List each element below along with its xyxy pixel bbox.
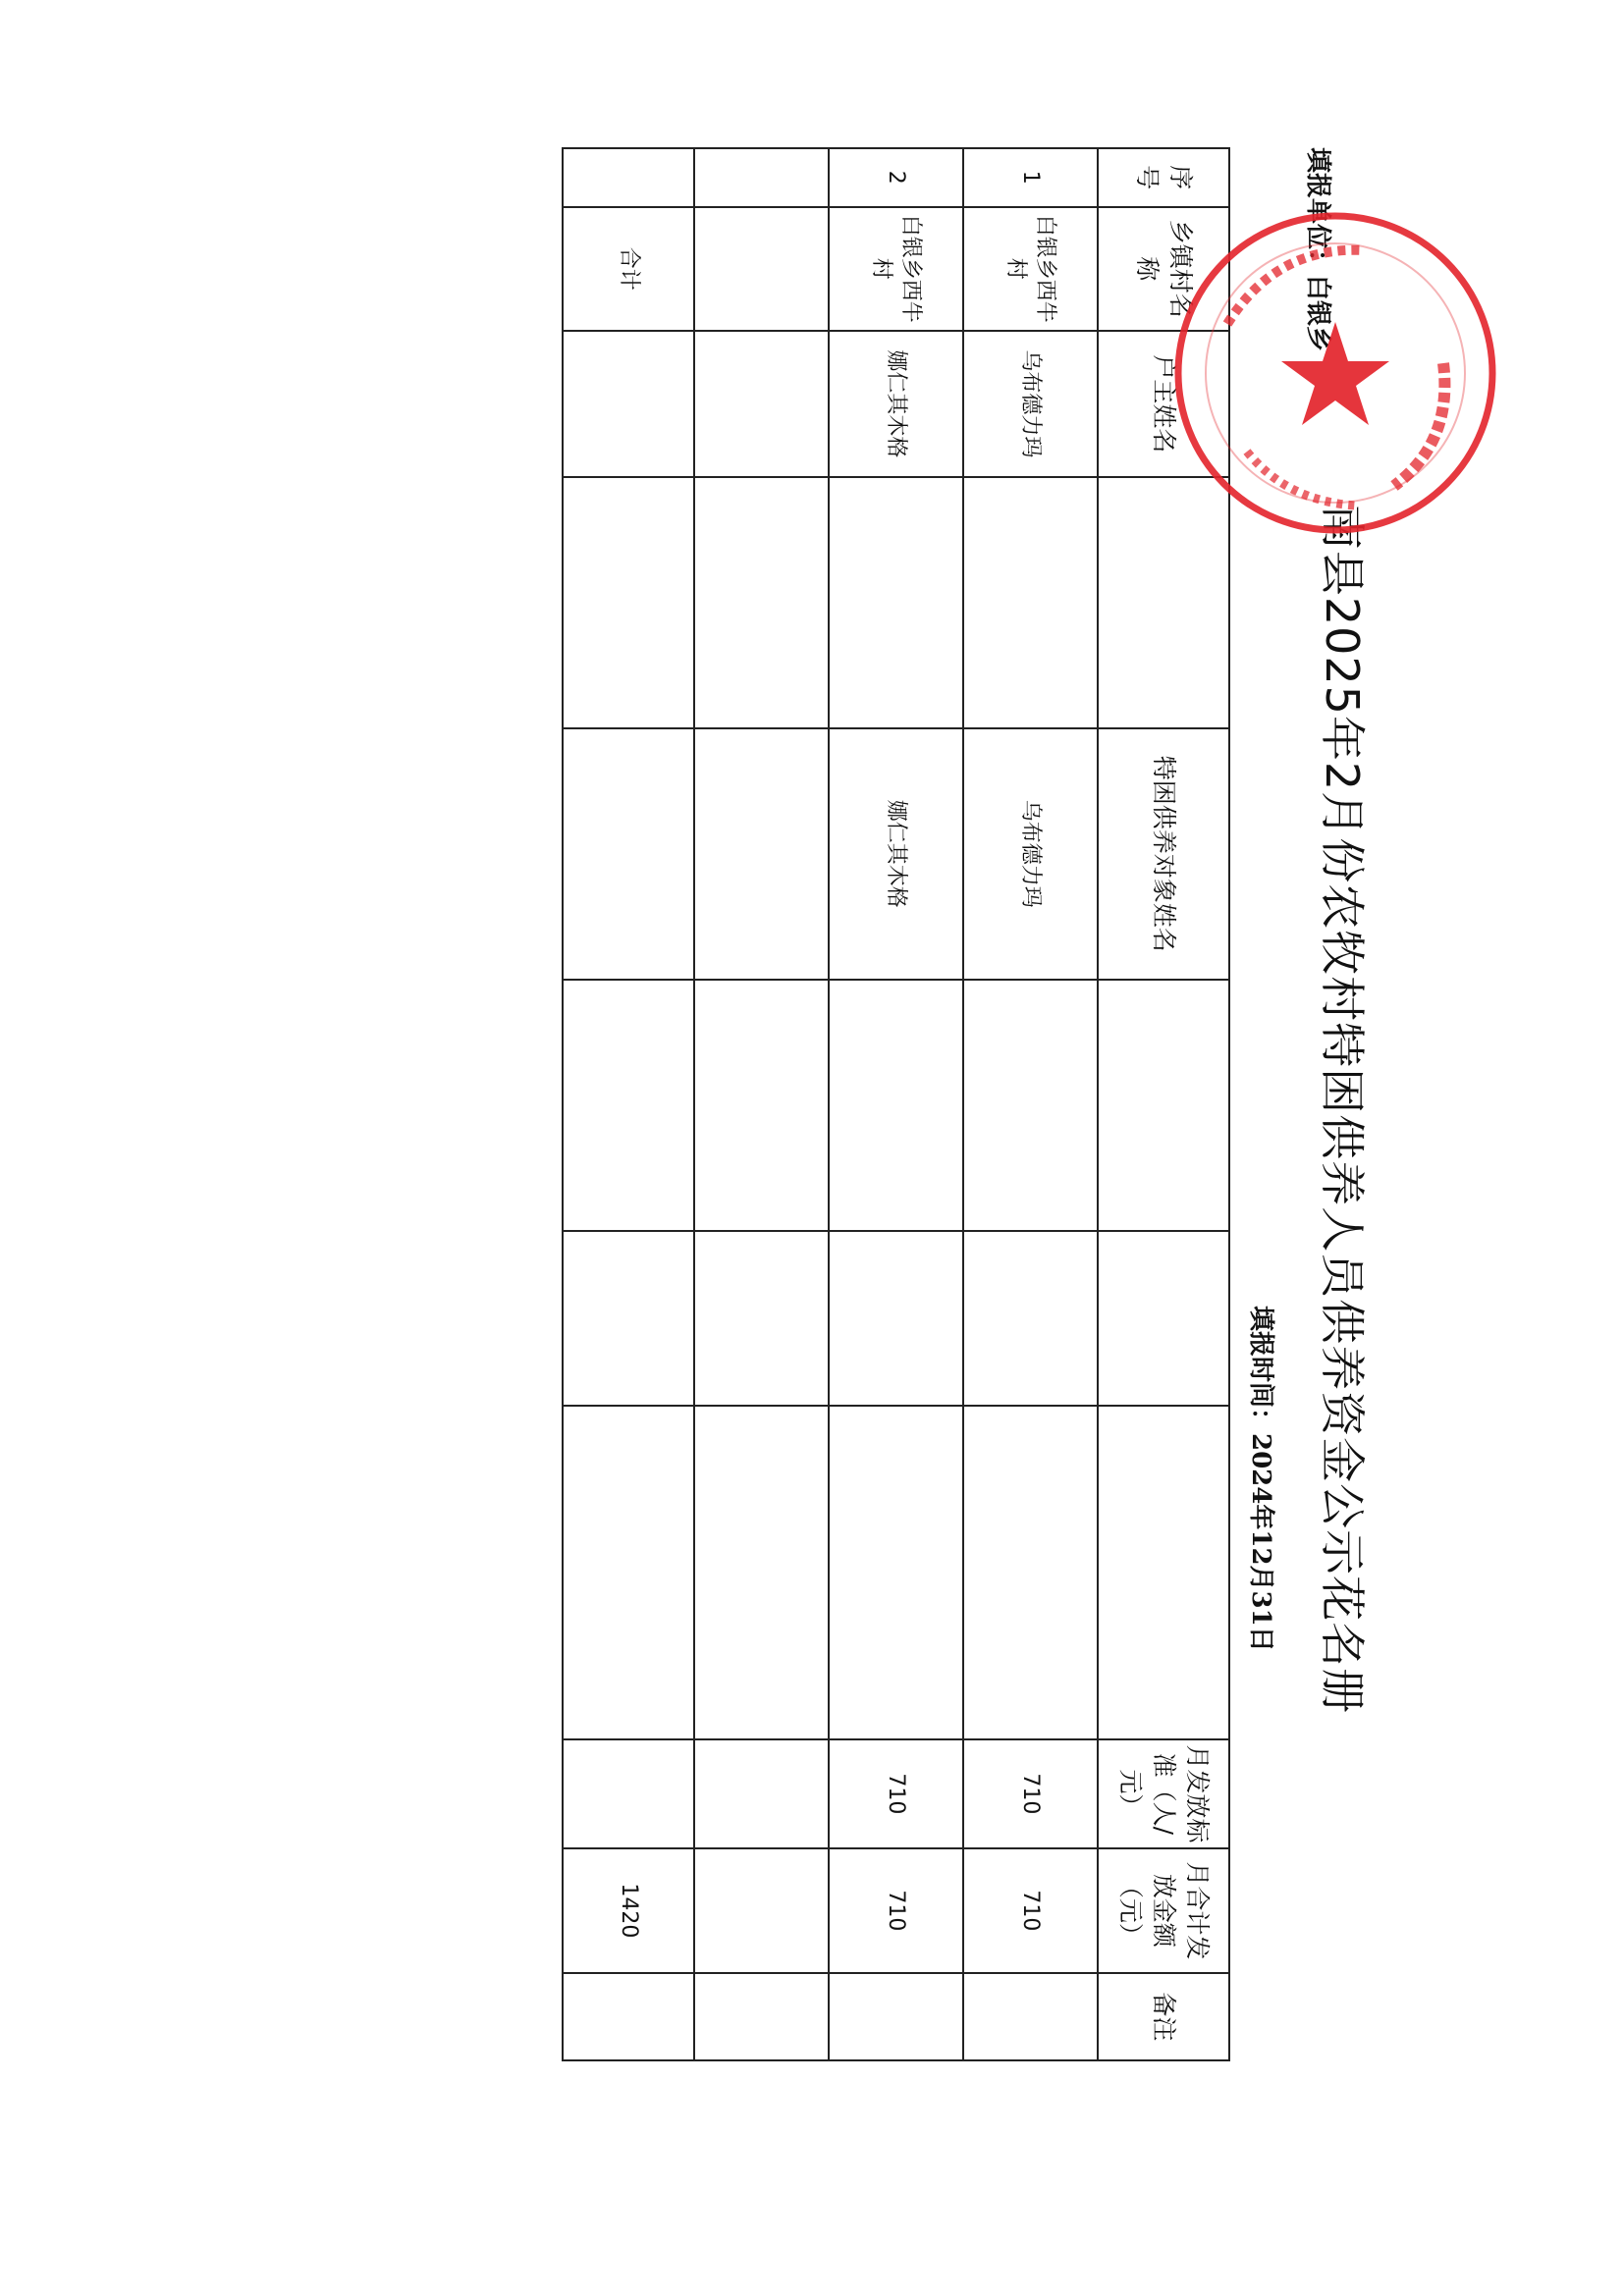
document-title: 南县2025年2月份农牧村特困供养人员供养资金公示花名册 — [1316, 504, 1369, 1715]
header-blank — [1098, 1231, 1229, 1407]
table-row — [829, 148, 963, 2060]
cell-blank — [563, 331, 694, 477]
cell-remark — [963, 1973, 1098, 2060]
cell-village: 白银乡西牛村 — [963, 207, 1098, 331]
cell-blank — [829, 477, 963, 728]
cell-remark — [829, 1973, 963, 2060]
fill-unit: 填报单位：白银乡 — [1303, 147, 1332, 352]
header-subject-name: 特困供养对象姓名 — [1098, 728, 1229, 980]
cell-subject: 娜仁其木格 — [829, 728, 963, 980]
cell-blank — [563, 148, 694, 207]
table-row — [963, 148, 1098, 2060]
cell-blank — [563, 477, 694, 728]
cell-blank — [963, 477, 1098, 728]
cell-subject: 乌布德力玛 — [963, 728, 1098, 980]
cell-seq: 1 — [963, 148, 1098, 207]
header-monthly-standard: 月发放标准（人/元） — [1098, 1739, 1229, 1849]
header-blank — [1098, 980, 1229, 1231]
roster-table — [562, 147, 1230, 2061]
cell-amount: 710 — [829, 1848, 963, 1972]
table-row-empty — [694, 148, 829, 2060]
cell-standard: 710 — [963, 1739, 1098, 1849]
header-town-village: 乡镇村名称 — [1098, 207, 1229, 331]
cell-blank — [563, 728, 694, 980]
cell-householder: 乌布德力玛 — [963, 331, 1098, 477]
cell-blank — [963, 980, 1098, 1231]
cell-blank — [563, 1739, 694, 1849]
header-monthly-total: 月合计发放金额（元） — [1098, 1848, 1229, 1972]
total-label: 合计 — [563, 207, 694, 331]
cell-blank — [563, 1973, 694, 2060]
cell-blank — [563, 1231, 694, 1407]
total-row — [563, 148, 694, 2060]
cell-blank — [829, 1406, 963, 1738]
cell-village: 白银乡西牛村 — [829, 207, 963, 331]
header-remark: 备注 — [1098, 1973, 1229, 2060]
total-amount: 1420 — [563, 1848, 694, 1972]
cell-blank — [963, 1406, 1098, 1738]
header-householder: 户主姓名 — [1098, 331, 1229, 477]
fill-time: 填报时间：2024年12月31日 — [1246, 1306, 1275, 1652]
cell-seq: 2 — [829, 148, 963, 207]
cell-amount: 710 — [963, 1848, 1098, 1972]
official-seal-icon — [1168, 206, 1502, 540]
cell-blank — [963, 1231, 1098, 1407]
header-blank — [1098, 1406, 1229, 1738]
cell-blank — [563, 980, 694, 1231]
cell-standard: 710 — [829, 1739, 963, 1849]
cell-blank — [829, 980, 963, 1231]
cell-blank — [829, 1231, 963, 1407]
cell-blank — [563, 1406, 694, 1738]
header-seq: 序号 — [1098, 148, 1229, 207]
cell-householder: 娜仁其木格 — [829, 331, 963, 477]
